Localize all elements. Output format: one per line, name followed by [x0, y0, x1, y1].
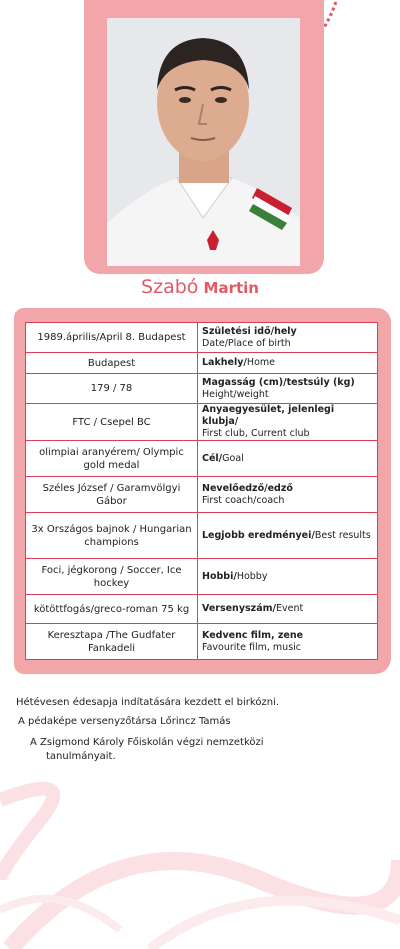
row-label-hungarian: Versenyszám/ [202, 603, 276, 614]
bio-line-1: Hétévesen édesapja indítatására kezdett el birkózni. [16, 697, 280, 708]
row-label [198, 353, 378, 374]
row-value: Keresztapa /The Gudfater Fankadeli [26, 624, 198, 660]
table-row [26, 595, 378, 624]
row-label-english: Best results [314, 529, 371, 541]
row-label [198, 624, 378, 660]
row-label [198, 477, 378, 513]
row-value: FTC / Csepel BC [26, 404, 198, 441]
row-label-hungarian: Cél/ [202, 452, 223, 464]
row-label-hungarian: Kedvenc film, zene [202, 629, 304, 641]
bio-line-4: tanulmányait. [46, 751, 116, 762]
row-label [198, 559, 378, 595]
row-label [198, 595, 378, 624]
table-row [26, 513, 378, 559]
profile-table [25, 322, 378, 660]
row-label [198, 513, 378, 559]
row-label-hungarian: Hobbi/ [202, 570, 237, 582]
row-label-english: Home [246, 357, 275, 368]
row-label [198, 404, 378, 441]
surname: Szabó [141, 276, 199, 298]
table-row [26, 404, 378, 441]
row-label-hungarian: Anyaegyesület, jelenlegi klubja/ [202, 404, 335, 427]
row-label-hungarian: Lakhely/ [202, 357, 247, 368]
row-value: Foci, jégkorong / Soccer, Ice hockey [26, 559, 198, 595]
row-value: kötöttfogás/greco-roman 75 kg [26, 595, 198, 624]
row-label-hungarian: Magasság (cm)/testsúly (kg) [202, 376, 355, 388]
row-label [198, 441, 378, 477]
row-label-english: Favourite film, music [202, 641, 302, 653]
table-row [26, 353, 378, 374]
row-label-english: Event [275, 603, 304, 614]
athlete-name [0, 276, 400, 298]
row-value: Budapest [26, 353, 198, 374]
row-label-english: First club, Current club [202, 428, 310, 439]
row-label-hungarian: Születési idő/hely [202, 325, 297, 337]
row-label [198, 374, 378, 404]
row-label-english: Height/weight [202, 388, 269, 400]
row-label-english: Date/Place of birth [202, 337, 291, 349]
table-row [26, 477, 378, 513]
table-row [26, 374, 378, 404]
row-label-english: Goal [222, 452, 244, 464]
row-label-english: Hobby [236, 570, 268, 582]
row-value: 1989.április/April 8. Budapest [26, 323, 198, 353]
row-value: olimpiai aranyérem/ Olympic gold medal [26, 441, 198, 477]
row-label-hungarian: Nevelőedző/edző [202, 482, 293, 494]
table-row [26, 323, 378, 353]
table-row [26, 441, 378, 477]
row-value: 179 / 78 [26, 374, 198, 404]
row-value: 3x Országos bajnok / Hungarian champions [26, 513, 198, 559]
table-row [26, 559, 378, 595]
bio-line-3: A Zsigmond Károly Főiskolán végzi nemzetközi [30, 737, 264, 748]
row-label [198, 323, 378, 353]
row-label-english: First coach/coach [202, 494, 285, 506]
row-value: Széles József / Garamvölgyi Gábor [26, 477, 198, 513]
decorative-swirl-background [0, 760, 400, 949]
row-label-hungarian: Legjobb eredményei/ [202, 529, 315, 541]
given-name: Martin [203, 279, 259, 297]
table-row [26, 624, 378, 660]
bio-line-2: A pédaképe versenyzőtársa Lőrincz Tamás [18, 716, 231, 727]
athlete-photo [107, 18, 300, 266]
